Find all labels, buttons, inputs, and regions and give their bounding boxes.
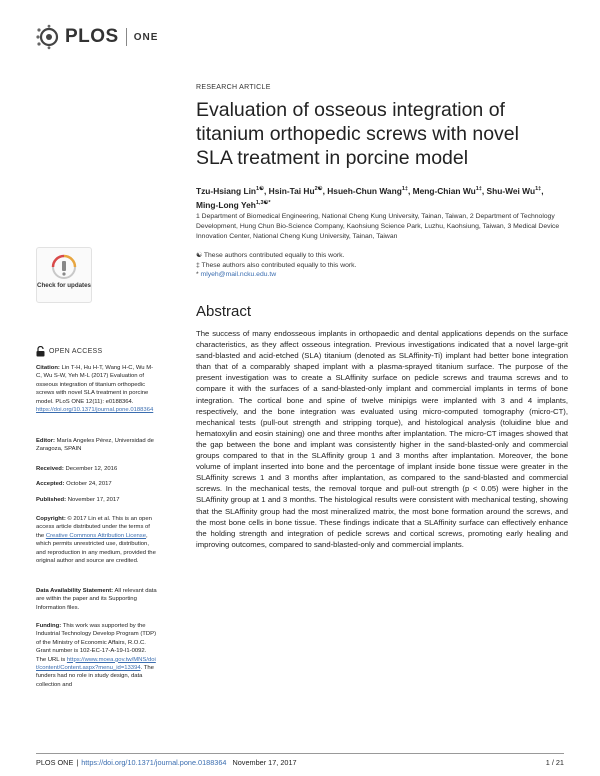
- author-name: Meng-Chian Wu: [412, 185, 476, 196]
- funding-url-link[interactable]: https://www.moea.gov.tw/MNS/doit/content/Content.aspx?menu_id=13394: [36, 656, 156, 672]
- copyright-block: [36, 515, 158, 565]
- journal-brand: PLOS: [65, 26, 119, 47]
- author-affil-marker: 1‡: [401, 186, 408, 192]
- author-affil-marker: 1,3☯*: [255, 199, 271, 206]
- journal-logo: [36, 24, 158, 50]
- note-email: [196, 270, 566, 280]
- page-footer: [36, 758, 564, 767]
- received-block: [36, 465, 158, 473]
- footer-divider: [36, 753, 564, 754]
- affiliations: 1 Department of Biomedical Engineering, National Cheng Kung University, Tainan, Taiwan, 2 Department of Technology Development, Hung Chun Bio-Science Company, Kaohsiung Science Park, Luzhu, Kaohsiung, Taiwan, 3 Medical Device Innovation Center, National Cheng Kung University, Tainan, Taiwan: [196, 213, 560, 240]
- email-marker: *: [196, 271, 199, 278]
- note-also-equal: ‡ These authors also contributed equally to this work.: [196, 261, 357, 269]
- author-affil-marker: 1‡: [535, 186, 542, 192]
- check-updates-label: Check for updates: [37, 282, 91, 289]
- cc-license-link[interactable]: Creative Commons Attribution License: [45, 532, 147, 539]
- author-separator: ,: [541, 185, 544, 196]
- email-link[interactable]: mlyeh@mail.ncku.edu.tw: [200, 271, 277, 278]
- copyright-label: Copyright:: [36, 516, 66, 522]
- article-title: Evaluation of osseous integration of titanium orthopedic screws with novel SLA treatment in porcine model: [196, 99, 519, 169]
- published-label: Published:: [36, 497, 67, 503]
- author-name: Hsueh-Chun Wang: [327, 185, 402, 196]
- accepted-date: October 24, 2017: [66, 481, 112, 487]
- footer-journal: PLOS ONE: [36, 758, 74, 767]
- received-date: December 12, 2016: [65, 466, 118, 472]
- data-availability-text: All relevant data are within the paper and its Supporting Information files.: [36, 588, 157, 611]
- abstract-heading: Abstract: [196, 303, 252, 320]
- journal-sub: ONE: [133, 31, 159, 43]
- accepted-block: [36, 480, 158, 488]
- check-for-updates-badge[interactable]: [36, 247, 92, 303]
- page-number: 1 / 21: [545, 758, 564, 767]
- funding-text-2: . The funders had no role in study design, data collection and: [36, 665, 154, 688]
- author-affil-marker: 1‡: [475, 186, 482, 192]
- author-separator: ,: [407, 185, 413, 196]
- funding-block: [36, 622, 158, 689]
- received-label: Received:: [36, 466, 64, 472]
- published-block: [36, 496, 158, 504]
- citation-text: Lin T-H, Hu H-T, Wang H-C, Wu M-C, Wu S-W, Yeh M-L (2017) Evaluation of osseous integration of titanium orthopedic screws with novel SLA treatment in porcine model. PLoS ONE 12(11): e0188364.: [36, 365, 154, 405]
- author-separator: ,: [264, 185, 269, 196]
- article-type: RESEARCH ARTICLE: [196, 84, 271, 91]
- copyright-text-1: © 2017 Lin et al. This is an open access article distributed under the terms of the: [36, 516, 152, 539]
- abstract-text: The success of many endosseous implants in orthopaedic and dental applications depends on the surface characteristics, as they affect osseous integration. Previous investigations indicated that a novel large-grit sand-blasted and acid-etched (SLA) titanium (denoted as SLAffinity-Ti) implant had better bone integration than that of a comparably shaped implant with a plasma-sprayed titanium surface. The purpose of the present investigation was to create a SLAffinity surface on pedicle screws and trauma screws and to compare it with the surfaces of a sand-blasted-only implant and commercial implants in terms of bone integration. The cortical bone and spine of twelve minipigs were implanted with 3 and 4 implants, respectively, and the bone integration was evaluated using micro-computed tomography (micro-CT), mechanical tests (pull-out strength and stripping torque), and histological analysis (toluidine blue and hematoxylin and eosin staining) one and three months after implantation. The micro-CT images showed that the gap between the bone and implant was consistently higher in the sand-blasted-only and commercial groups compared to that in the SLAffinity group 1 and 3 months after implantation. Moreover, the bone volume of implant inserted into bone and the percentage of implant inside bone tissue were greater in the SLAffinity screws 1 and 3 months after implantation, as compared to the sand-blasted and commercial screws. In the mechanical tests, the removal torque and pull-out strength (p < 0.05) were higher in the SLAffinity group at 1 and 3 months. The histological results were consistent with mechanical testing, showing that the SLAffinity group had the most mineralized matrix, the most bone formation around the screws, and the most bone cells in bone tissue. These findings indicate that a SLAffinity surface can effectively enhance the holding strength and integration of pedicle screws and cortical screws, promoting early healing and improving outcomes, compared to sand-blasted-only and commercial implants.: [196, 329, 568, 549]
- author-separator: ,: [481, 185, 487, 196]
- data-availability-block: [36, 587, 158, 612]
- note-equal: ☯ These authors contributed equally to this work.: [196, 252, 345, 259]
- editor-label: Editor:: [36, 438, 55, 444]
- author-name: Tzu-Hsiang Lin: [196, 185, 257, 196]
- author-name: Ming-Long Yeh: [196, 199, 256, 210]
- footer-date: November 17, 2017: [232, 758, 297, 767]
- copyright-text-2: , which permits unrestricted use, distribution, and reproduction in any medium, provided the original author and source are credited.: [36, 532, 156, 565]
- editor-text: María Angeles Pérez, Universidad de Zaragoza, SPAIN: [36, 438, 154, 453]
- author-affil-marker: 2☯: [314, 186, 323, 192]
- open-access-badge: [36, 346, 102, 357]
- author-list: [196, 183, 566, 211]
- open-lock-icon: [36, 346, 45, 357]
- citation-doi-link[interactable]: https://doi.org/10.1371/journal.pone.0188364: [36, 407, 154, 414]
- published-date: November 17, 2017: [67, 497, 120, 503]
- author-affil-marker: 1☯: [256, 186, 265, 192]
- citation-label: Citation:: [36, 365, 60, 371]
- funding-text-1: This work was supported by the Industrial Technology Develop Program (TDP) of the Ministry of Economic Affairs, R.O.C. Grant number is 102-EC-17-A-19-I1-0092. The URL is: [36, 623, 157, 663]
- footer-separator: |: [76, 758, 79, 767]
- author-notes: [196, 251, 566, 280]
- accepted-label: Accepted:: [36, 481, 65, 487]
- funding-label: Funding:: [36, 623, 62, 629]
- open-access-label: OPEN ACCESS: [49, 348, 103, 355]
- citation-block: [36, 364, 158, 414]
- author-name: Shu-Wei Wu: [486, 185, 536, 196]
- logo-divider: [126, 28, 127, 46]
- author-separator: ,: [322, 185, 328, 196]
- footer-doi-link[interactable]: https://doi.org/10.1371/journal.pone.0188364: [81, 758, 227, 767]
- editor-block: [36, 437, 158, 454]
- author-name: Hsin-Tai Hu: [268, 185, 315, 196]
- plos-dots-icon: [36, 24, 62, 50]
- check-updates-icon: [51, 254, 77, 280]
- data-availability-label: Data Availability Statement:: [36, 588, 114, 594]
